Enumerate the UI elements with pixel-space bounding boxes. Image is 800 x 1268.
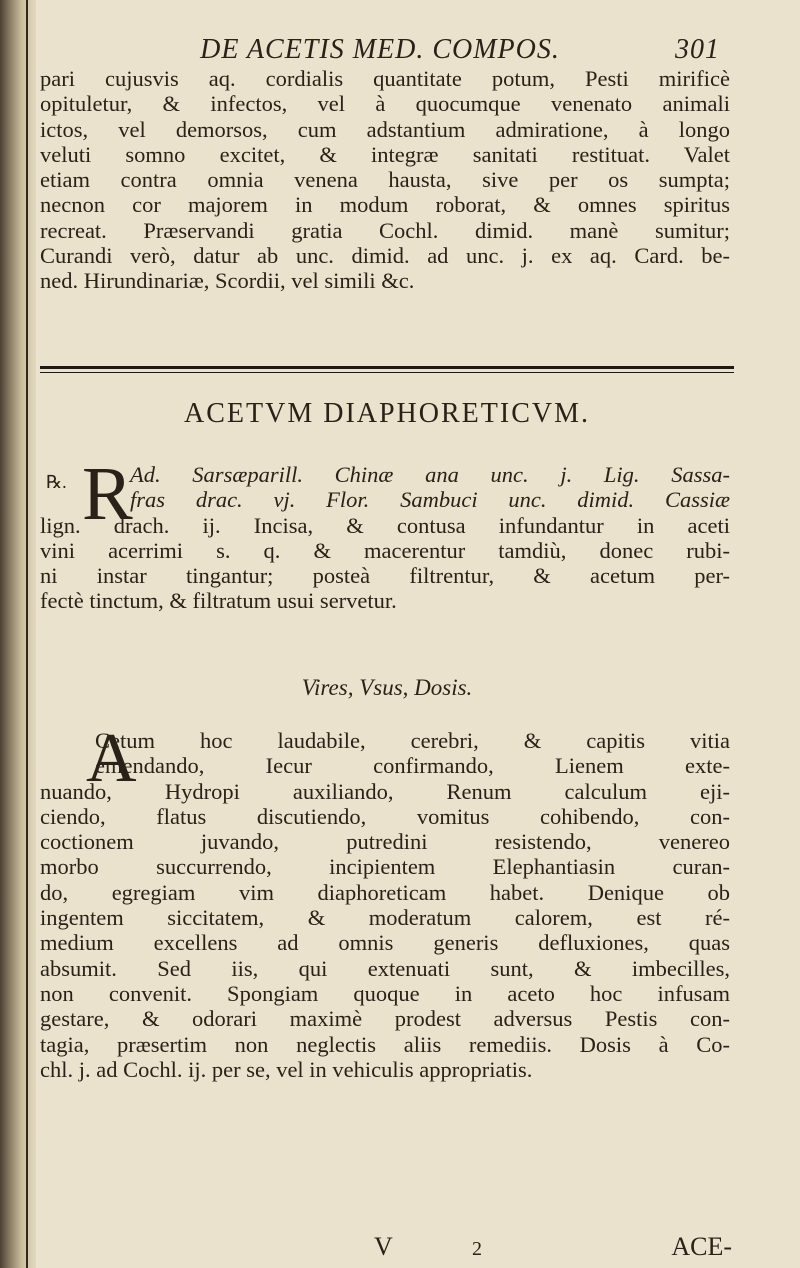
text-line: tagia, præsertim non neglectis aliis remediis. Dosis à Co-: [40, 1031, 730, 1057]
text-line: necnon cor majorem in modum roborat, & omnes spiritus: [40, 192, 730, 218]
text-line: veluti somno excitet, & integræ sanitati restituat. Valet: [40, 141, 730, 167]
recipe-dropcap: R: [82, 452, 133, 536]
text-line: ictos, vel demorsos, cum adstantium admiratione, à longo: [40, 116, 730, 142]
section-rule-thick: [40, 366, 734, 369]
text-line: emendando, Iecur confirmando, Lienem exte-: [95, 753, 730, 779]
recipe-symbol: ℞.: [46, 472, 67, 492]
body-dropcap: A: [86, 720, 137, 797]
signature-number: 2: [472, 1238, 482, 1260]
sub-title: Vires, Vsus, Dosis.: [301, 675, 473, 700]
gutter-edge: [26, 0, 28, 1268]
text-line: recreat. Præservandi gratia Cochl. dimid. manè sumitur;: [40, 217, 730, 243]
running-head-title: DE ACETIS MED. COMPOS.: [200, 34, 560, 65]
text-line: medium excellens ad omnis generis defluxiones, quas: [40, 930, 730, 956]
catchword: ACE-: [671, 1232, 732, 1261]
text-line: chl. j. ad Cochl. ij. per se, vel in vehiculis appropriatis.: [40, 1056, 533, 1082]
text-line: non convenit. Spongiam quoque in aceto hoc infusam: [40, 980, 730, 1006]
text-line: Curandi verò, datur ab unc. dimid. ad unc. j. ex aq. Card. be-: [40, 243, 730, 269]
text-line: lign. drach. ij. Incisa, & contusa infundantur in aceti: [40, 512, 730, 538]
text-line: ned. Hirundinariæ, Scordii, vel simili &c.: [40, 268, 415, 294]
section-title: ACETVM DIAPHORETICVM.: [184, 398, 590, 429]
text-line: pari cujusvis aq. cordialis quantitate potum, Pesti mirificè: [40, 66, 730, 91]
text-line: etiam contra omnia venena hausta, sive per os sumpta;: [40, 167, 730, 193]
text-line: Ad. Sarsæparill. Chinæ ana unc. j. Lig. Sassa-: [130, 462, 730, 487]
text-line: do, egregiam vim diaphoreticam habet. Denique ob: [40, 879, 730, 905]
text-line: fras drac. vj. Flor. Sambuci unc. dimid. Cassiæ: [130, 487, 730, 513]
text-line: coctionem juvando, putredini resistendo, venereo: [40, 829, 730, 855]
text-line: ciendo, flatus discutiendo, vomitus cohibendo, con-: [40, 803, 730, 829]
recipe-text: [40, 462, 730, 614]
top-paragraph: [40, 66, 730, 294]
book-gutter: [0, 0, 36, 1268]
text-line: opituletur, & infectos, vel à quocumque venenato animali: [40, 91, 730, 117]
text-line: ingentem siccitatem, & moderatum calorem, est ré-: [40, 905, 730, 931]
text-line: ni instar tingantur; posteà filtrentur, & acetum per-: [40, 563, 730, 589]
section-rule-thin: [40, 372, 734, 373]
text-line: gestare, & odorari maximè prodest adversus Pestis con-: [40, 1006, 730, 1032]
text-line: fectè tinctum, & filtratum usui servetur.: [40, 588, 397, 614]
body-paragraph: [40, 728, 730, 1082]
text-line: absumit. Sed iis, qui extenuati sunt, & imbecilles,: [40, 955, 730, 981]
running-head: [70, 34, 720, 68]
text-line: morbo succurrendo, incipientem Elephantiasin curan-: [40, 854, 730, 880]
text-line: nuando, Hydropi auxiliando, Renum calculum eji-: [40, 778, 730, 804]
text-line: vini acerrimi s. q. & macerentur tamdiù, donec rubi-: [40, 537, 730, 563]
text-line: Cetum hoc laudabile, cerebri, & capitis vitia: [95, 728, 730, 753]
page-number: 301: [675, 34, 720, 65]
signature-mark: V: [374, 1232, 393, 1261]
